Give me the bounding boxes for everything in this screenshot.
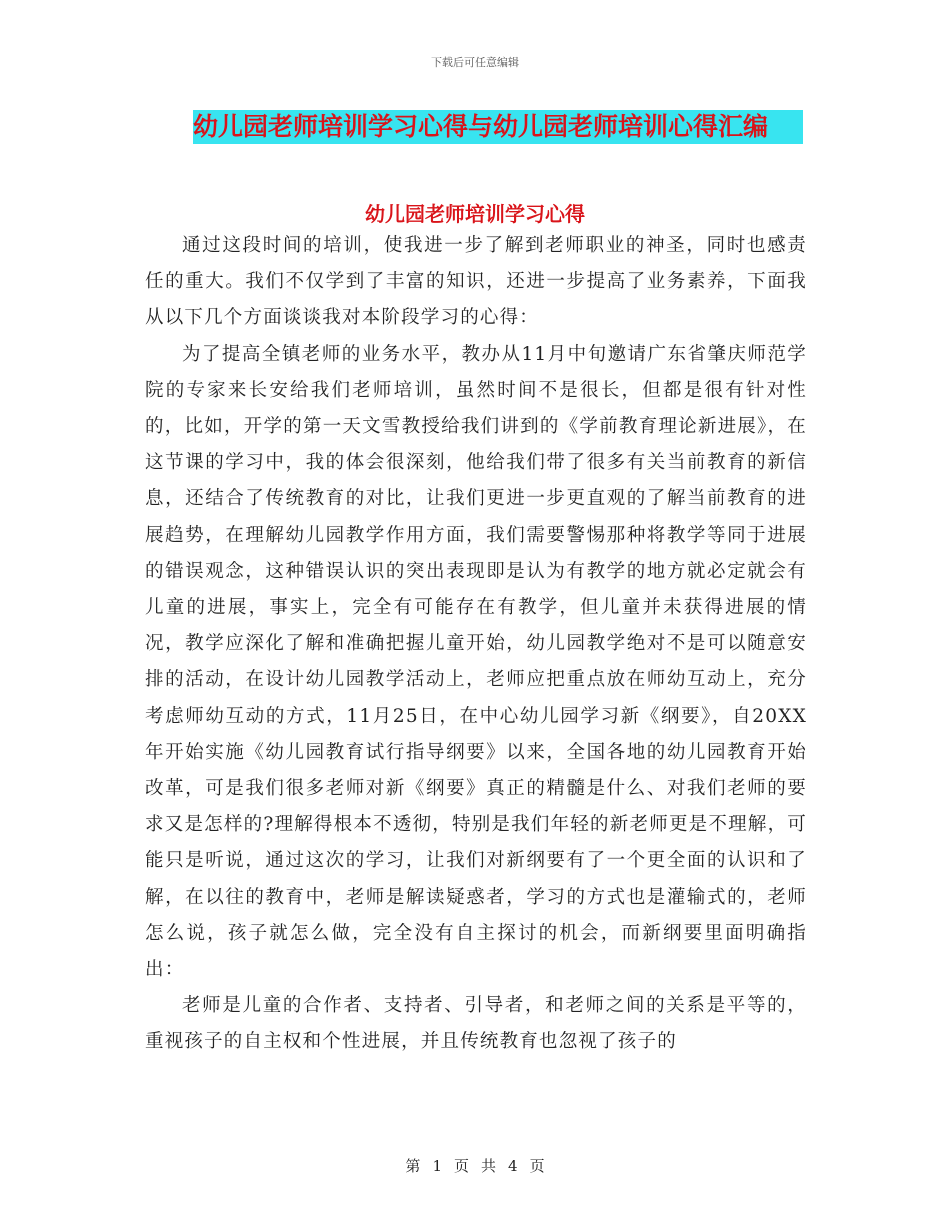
page-header-note: 下载后可任意编辑 xyxy=(431,56,519,69)
footer-label-ye: 页 xyxy=(453,1157,469,1175)
paragraph: 通过这段时间的培训，使我进一步了解到老师职业的神圣，同时也感责任的重大。我们不仅学到了丰富的知识，还进一步提高了业务素养，下面我从以下几个方面谈谈我对本阶段学习的心得： xyxy=(145,235,807,329)
section-title: 幼儿园老师培训学习心得 xyxy=(365,202,585,226)
paragraph: 为了提高全镇老师的业务水平，教办从11月中旬邀请广东省肇庆师范学院的专家来长安给我们老师培训，虽然时间不是很长，但都是很有针对性的，比如，开学的第一天文雪教授给我们讲到的《学前教育理论新进展》，在这节课的学习中，我的体会很深刻，他给我们带了很多有关当前教育的新信息，还结合了传统教育的对比，让我们更进一步更直观的了解当前教育的进展趋势，在理解幼儿园教学作用方面，我们需要警惕那种将教学等同于进展的错误观念，这种错误认识的突出表现即是认为有教学的地方就必定就会有儿童的进展，事实上，完全有可能存在有教学，但儿童并未获得进展的情况，教学应深化了解和准确把握儿童开始，幼儿园教学绝对不是可以随意安排的活动，在设计幼儿园教学活动上，老师应把重点放在师幼互动上，充分考虑师幼互动的方式，11月25日，在中心幼儿园学习新《纲要》，自20XX年开始实施《幼儿园教育试行指导纲要》以来，全国各地的幼儿园教育开始改革，可是我们很多老师对新《纲要》真正的精髓是什么、对我们老师的要求又是怎样的?理解得根本不透彻，特别是我们年轻的新老师更是不理解，可能只是听说，通过这次的学习，让我们对新纲要有了一个更全面的认识和了解，在以往的教育中，老师是解读疑惑者，学习的方式也是灌输式的，老师怎么说，孩子就怎么做，完全没有自主探讨的机会，而新纲要里面明确指出： xyxy=(145,343,807,981)
paragraph: 老师是儿童的合作者、支持者、引导者，和老师之间的关系是平等的，重视孩子的自主权和个性进展，并且传统教育也忽视了孩子的 xyxy=(145,995,807,1053)
document-main-title: 幼儿园老师培训学习心得与幼儿园老师培训心得汇编 xyxy=(193,110,803,144)
page-number-total: 4 xyxy=(508,1157,518,1175)
page-footer xyxy=(0,1155,950,1176)
footer-label-gong: 共 xyxy=(481,1157,497,1175)
footer-label-di: 第 xyxy=(405,1157,421,1175)
page-number-current: 1 xyxy=(432,1157,442,1175)
footer-label-ye2: 页 xyxy=(529,1157,545,1175)
document-body xyxy=(145,228,807,1061)
